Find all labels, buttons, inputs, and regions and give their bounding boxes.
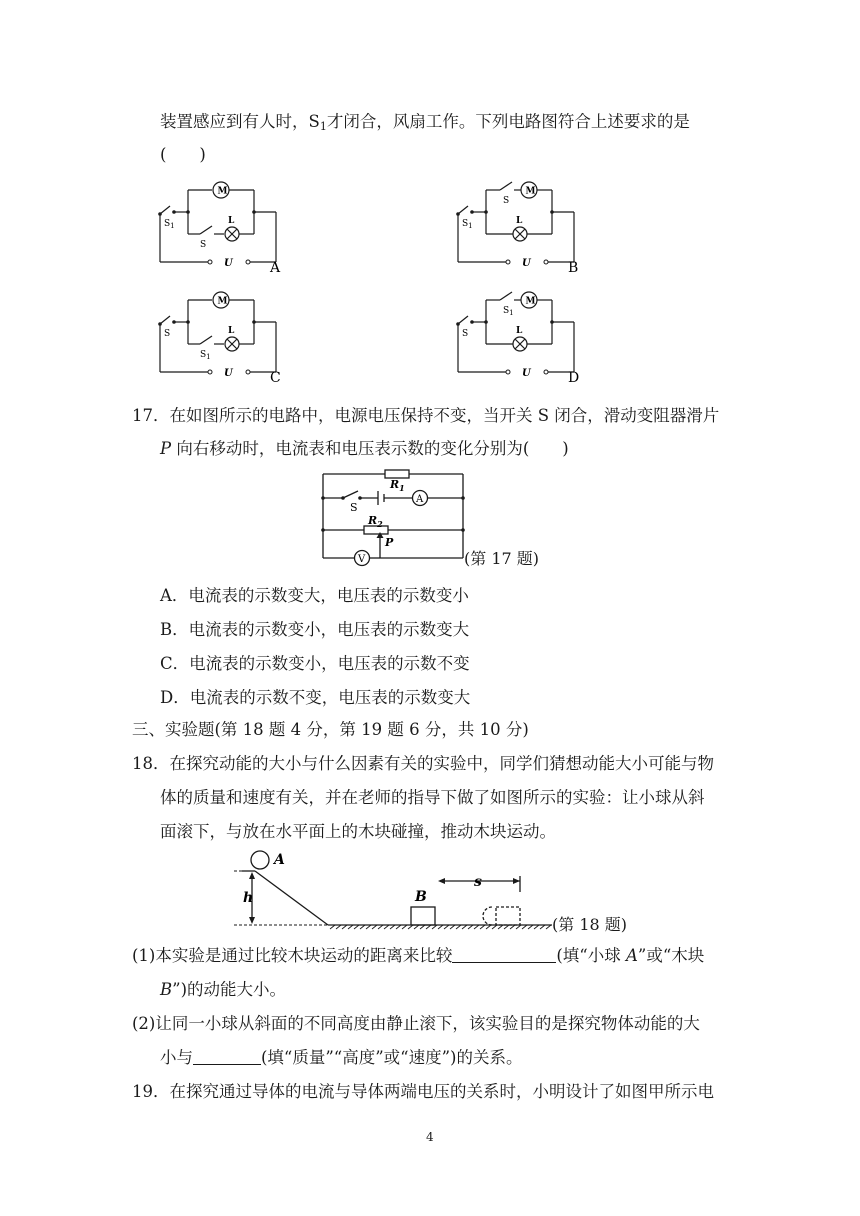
lamp-label: L <box>228 216 235 226</box>
q17-line1: 17．在如图所示的电路中，电源电压保持不变，当开关 S 闭合，滑动变阻器滑片 <box>132 406 720 425</box>
q18-part2-line1: (2)让同一小球从斜面的不同高度由静止滚下，该实验目的是探究物体动能的大 <box>132 1014 700 1033</box>
q18-part1-blank[interactable] <box>452 946 556 963</box>
ball-a-label: A <box>274 852 285 868</box>
motor-label: M <box>525 296 536 307</box>
height-h-label: h <box>243 890 254 906</box>
outer-switch-label: $S_1$ <box>462 219 473 230</box>
q17-choice-c: C．电流表的示数变小，电压表的示数不变 <box>160 654 470 673</box>
q18-part2-blank[interactable] <box>193 1048 261 1065</box>
q17-choice-a: A．电流表的示数变大，电压表的示数变小 <box>160 586 469 605</box>
q18-line2: 体的质量和速度有关，并在老师的指导下做了如图所示的实验：让小球从斜 <box>160 788 705 807</box>
ammeter-label: A <box>416 494 424 505</box>
q18-part1-line2: B”)的动能大小。 <box>160 980 287 999</box>
distance-s-label: s <box>474 874 482 890</box>
source-u-label: U <box>224 258 233 269</box>
switch-label: S <box>350 501 358 514</box>
q18-figure-caption: (第 18 题) <box>552 915 628 934</box>
option-letter: A <box>270 260 281 276</box>
q17-choice-b: B．电流表的示数变小，电压表的示数变大 <box>160 620 470 639</box>
option-letter: C <box>270 370 281 386</box>
q16-answer-paren: ( ) <box>160 145 206 164</box>
q18-part2-line2: 小与 (填“质量”“高度”或“速度”)的关系。 <box>160 1048 523 1067</box>
lamp-label: L <box>516 216 523 226</box>
option-letter: D <box>568 370 580 386</box>
circuit-option-b <box>448 180 588 276</box>
motor-label: M <box>525 186 536 197</box>
outer-switch-label: S <box>164 329 171 339</box>
section-3-heading: 三、实验题(第 18 题 4 分，第 19 题 6 分，共 10 分) <box>132 720 529 739</box>
q17-line2: P 向右移动时，电流表和电压表示数的变化分别为( ) <box>160 439 569 458</box>
page-number: 4 <box>426 1130 434 1144</box>
outer-switch-label: S <box>462 329 469 339</box>
q18-part1-line1: (1)本实验是通过比较木块运动的距离来比较 (填“小球 A”或“木块 <box>132 946 705 965</box>
q19-line1: 19．在探究通过导体的电流与导体两端电压的关系时，小明设计了如图甲所示电 <box>132 1082 714 1101</box>
block-b-label: B <box>415 889 427 905</box>
source-u-label: U <box>522 368 531 379</box>
source-u-label: U <box>224 368 233 379</box>
r1-label: $R_1$ <box>390 478 405 493</box>
lamp-label: L <box>516 326 523 336</box>
motor-label: M <box>217 186 228 197</box>
motor-label: M <box>217 296 228 307</box>
lamp-label: L <box>228 326 235 336</box>
q17-figure-caption: (第 17 题) <box>464 549 540 568</box>
q16-line1: 装置感应到有人时，$S_1$才闭合，风扇工作。下列电路图符合上述要求的是 <box>160 112 690 133</box>
inner-switch-label: S <box>503 196 510 206</box>
q18-line1: 18．在探究动能的大小与什么因素有关的实验中，同学们猜想动能大小可能与物 <box>132 754 714 773</box>
circuit-option-c <box>150 290 290 386</box>
inner-switch-label: $S_1$ <box>503 306 514 317</box>
q18-incline-figure <box>230 848 560 932</box>
q18-line3: 面滚下，与放在水平面上的木块碰撞，推动木块运动。 <box>160 822 556 841</box>
q17-choice-d: D．电流表的示数不变，电压表的示数变大 <box>160 688 471 707</box>
option-letter: B <box>568 260 579 276</box>
r2-label: $R_2$ <box>368 514 383 529</box>
outer-switch-label: $S_1$ <box>164 219 175 230</box>
circuit-option-d <box>448 290 588 386</box>
inner-switch-label: S <box>200 240 207 250</box>
q17-circuit-figure <box>316 466 476 570</box>
slider-label: P <box>385 536 394 549</box>
source-u-label: U <box>522 258 531 269</box>
voltmeter-label: V <box>358 554 366 565</box>
inner-switch-label: $S_1$ <box>200 350 211 361</box>
circuit-option-a <box>150 180 290 276</box>
